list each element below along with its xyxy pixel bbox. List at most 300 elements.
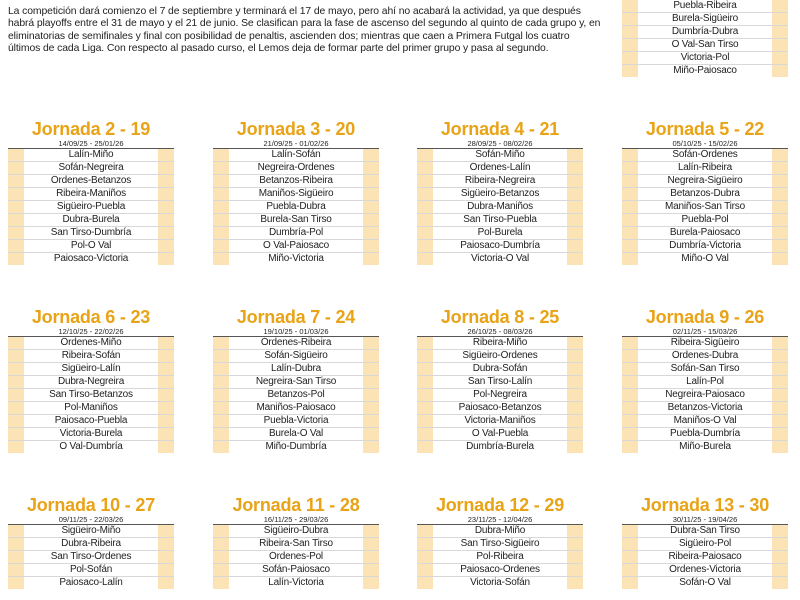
jornada-title: Jornada 11 - 28: [232, 495, 360, 515]
jornada-block: [622, 308, 788, 454]
match-row: [417, 415, 583, 428]
result-box: [417, 389, 433, 401]
match-label: Miño-Burela: [679, 441, 731, 452]
match-row: [417, 577, 583, 590]
match-row: [622, 26, 788, 39]
result-box: [567, 149, 583, 161]
result-box: [213, 201, 229, 213]
match-label: Dumbría-Burela: [466, 441, 534, 452]
result-box: [567, 441, 583, 453]
jornada-dates: 05/10/25 - 15/02/26: [622, 139, 788, 149]
match-row: [213, 337, 379, 350]
match-row: [622, 0, 788, 13]
jornada-dates: 12/10/25 - 22/02/26: [8, 327, 174, 337]
match-label: Betanzos-Pol: [267, 389, 325, 400]
match-row: [8, 227, 174, 240]
result-box: [158, 253, 174, 265]
match-label: O Val-Paiosaco: [263, 240, 329, 251]
result-box: [8, 227, 24, 239]
result-box: [772, 175, 788, 187]
match-row: [417, 428, 583, 441]
result-box: [772, 240, 788, 252]
result-box: [622, 376, 638, 388]
match-label: Victoria-Maniños: [464, 415, 536, 426]
result-box: [417, 149, 433, 161]
match-row: [213, 376, 379, 389]
result-box: [567, 551, 583, 563]
match-label: San Tirso-Puebla: [463, 214, 537, 225]
jornada-dates: 19/10/25 - 01/03/26: [213, 327, 379, 337]
jornada-block: [8, 308, 174, 454]
match-label: Lalín-Dubra: [270, 363, 322, 374]
result-box: [567, 175, 583, 187]
result-box: [213, 253, 229, 265]
match-label: Órdenes-Ribeira: [260, 337, 332, 348]
result-box: [363, 428, 379, 440]
match-row: [417, 337, 583, 350]
match-row: [417, 175, 583, 188]
match-label: Lalín-Sofán: [271, 149, 321, 160]
jornada-title: Jornada 13 - 30: [640, 495, 770, 515]
match-label: Ribeira-Negreira: [464, 175, 536, 186]
result-box: [8, 149, 24, 161]
result-box: [567, 415, 583, 427]
result-box: [363, 577, 379, 589]
match-label: Dubra-Burela: [62, 214, 120, 225]
result-box: [567, 240, 583, 252]
result-box: [772, 415, 788, 427]
match-label: Burela-San Tirso: [260, 214, 332, 225]
jornada-dates: 30/11/25 - 19/04/26: [622, 515, 788, 525]
result-box: [158, 149, 174, 161]
result-box: [8, 253, 24, 265]
result-box: [213, 538, 229, 550]
match-row: [417, 538, 583, 551]
match-row: [213, 253, 379, 266]
jornada-block: [8, 120, 174, 266]
result-box: [158, 577, 174, 589]
result-box: [158, 350, 174, 362]
jornada-block: [213, 496, 379, 590]
result-box: [622, 175, 638, 187]
match-label: Sigüeiro-Betanzos: [460, 188, 540, 199]
result-box: [158, 162, 174, 174]
result-box: [772, 201, 788, 213]
match-row: [8, 402, 174, 415]
result-box: [417, 564, 433, 576]
match-label: Burela-Sigüeiro: [672, 13, 738, 24]
match-label: Órdenes-Pol: [269, 551, 323, 562]
result-box: [622, 149, 638, 161]
result-box: [8, 337, 24, 349]
jornada-dates: 02/11/25 - 15/03/26: [622, 327, 788, 337]
match-label: Negreira-Sigüeiro: [667, 175, 743, 186]
match-row: [417, 363, 583, 376]
result-box: [8, 551, 24, 563]
result-box: [158, 188, 174, 200]
match-label: Dubra-Maniños: [467, 201, 533, 212]
result-box: [158, 337, 174, 349]
result-box: [622, 162, 638, 174]
jornada-title: Jornada 10 - 27: [26, 495, 156, 515]
match-label: O Val-Dumbría: [59, 441, 123, 452]
intro-paragraph: La competición dará comienzo el 7 de septiembre y terminará el 17 de mayo, pero ahí no acabará la actividad, ya que después habrá playoffs entre el 31 de mayo y el 21 de junio. Se clasifican para la fase de ascenso del segundo al quinto de cada grupo y, en eliminatorias de semifinales y final con posibilidad de penaltis, ascienden dos; mientras que caen a Primera Futgal los cuatro últimos de cada Liga. Con respecto al pasado curso, el Lemos deja de formar parte del primer grupo y pasa al segundo.: [8, 6, 601, 54]
match-row: [622, 525, 788, 538]
result-box: [622, 441, 638, 453]
match-label: Paiosaco-Órdenes: [460, 564, 540, 575]
match-row: [622, 188, 788, 201]
match-row: [622, 441, 788, 454]
match-row: [417, 227, 583, 240]
match-row: [622, 402, 788, 415]
match-label: Dubra-Negreira: [57, 376, 125, 387]
result-box: [772, 65, 788, 77]
result-box: [363, 402, 379, 414]
match-row: [622, 162, 788, 175]
result-box: [8, 201, 24, 213]
match-label: O Val-San Tirso: [671, 39, 739, 50]
result-box: [213, 175, 229, 187]
result-box: [417, 402, 433, 414]
match-row: [8, 551, 174, 564]
match-label: Dubra-Ribeira: [61, 538, 121, 549]
match-label: Pol-Negreira: [473, 389, 527, 400]
match-row: [417, 564, 583, 577]
result-box: [417, 551, 433, 563]
match-label: Victoria-Burela: [59, 428, 123, 439]
match-label: Victoria-Sofán: [470, 577, 530, 588]
match-row: [417, 441, 583, 454]
result-box: [622, 26, 638, 38]
result-box: [417, 350, 433, 362]
result-box: [567, 525, 583, 537]
match-label: Ribeira-Sofán: [61, 350, 121, 361]
match-label: San Tirso-Órdenes: [50, 551, 132, 562]
match-row: [622, 52, 788, 65]
match-label: Paiosaco-Betanzos: [458, 402, 542, 413]
result-box: [158, 538, 174, 550]
match-row: [8, 415, 174, 428]
match-label: Sigüeiro-Dubra: [263, 525, 329, 536]
result-box: [213, 415, 229, 427]
match-label: Ribeira-Sigüeiro: [670, 337, 740, 348]
result-box: [772, 428, 788, 440]
match-row: [8, 577, 174, 590]
match-row: [8, 389, 174, 402]
result-box: [213, 577, 229, 589]
match-label: San Tirso-Betanzos: [49, 389, 133, 400]
result-box: [158, 363, 174, 375]
match-row: [8, 149, 174, 162]
result-box: [8, 389, 24, 401]
match-row: [213, 149, 379, 162]
jornada-title: Jornada 9 - 26: [645, 307, 765, 327]
result-box: [8, 428, 24, 440]
match-row: [417, 240, 583, 253]
match-row: [622, 201, 788, 214]
result-box: [8, 577, 24, 589]
result-box: [567, 577, 583, 589]
result-box: [772, 39, 788, 51]
match-row: [622, 389, 788, 402]
match-row: [213, 389, 379, 402]
result-box: [363, 525, 379, 537]
match-row: [213, 415, 379, 428]
match-row: [213, 564, 379, 577]
result-box: [158, 175, 174, 187]
result-box: [8, 415, 24, 427]
result-box: [213, 376, 229, 388]
match-label: Sofán-Negreira: [58, 162, 124, 173]
result-box: [158, 428, 174, 440]
result-box: [622, 253, 638, 265]
match-row: [417, 402, 583, 415]
match-label: San Tirso-Sigüeiro: [460, 538, 540, 549]
result-box: [772, 26, 788, 38]
match-row: [8, 441, 174, 454]
result-box: [622, 577, 638, 589]
match-row: [213, 363, 379, 376]
result-box: [158, 201, 174, 213]
match-label: Paiosaco-Victoria: [53, 253, 129, 264]
match-row: [417, 214, 583, 227]
result-box: [363, 389, 379, 401]
jornada-title: Jornada 8 - 25: [440, 307, 560, 327]
match-label: Maniños-O Val: [673, 415, 737, 426]
match-label: Maniños-Sigüeiro: [258, 188, 334, 199]
result-box: [417, 538, 433, 550]
match-row: [622, 13, 788, 26]
result-box: [567, 564, 583, 576]
result-box: [772, 577, 788, 589]
result-box: [417, 162, 433, 174]
result-box: [772, 13, 788, 25]
result-box: [622, 551, 638, 563]
match-row: [417, 551, 583, 564]
match-label: Órdenes-Lalín: [469, 162, 531, 173]
match-label: Victoria-O Val: [471, 253, 529, 264]
match-row: [213, 201, 379, 214]
match-row: [622, 564, 788, 577]
result-box: [622, 363, 638, 375]
result-box: [8, 350, 24, 362]
result-box: [622, 227, 638, 239]
match-row: [622, 65, 788, 78]
result-box: [567, 363, 583, 375]
match-row: [417, 188, 583, 201]
match-label: Dubra-Sofán: [472, 363, 528, 374]
result-box: [158, 214, 174, 226]
match-label: Puebla-Victoria: [263, 415, 329, 426]
jornada-title: Jornada 3 - 20: [236, 119, 356, 139]
result-box: [158, 227, 174, 239]
jornada-block: [622, 496, 788, 590]
result-box: [772, 227, 788, 239]
match-label: Sofán-Sigüeiro: [264, 350, 328, 361]
result-box: [622, 337, 638, 349]
match-row: [213, 402, 379, 415]
result-box: [213, 149, 229, 161]
match-row: [213, 188, 379, 201]
result-box: [772, 551, 788, 563]
match-row: [417, 201, 583, 214]
result-box: [213, 402, 229, 414]
match-label: Puebla-Pol: [681, 214, 729, 225]
match-label: Órdenes-Miño: [60, 337, 122, 348]
result-box: [622, 240, 638, 252]
result-box: [213, 428, 229, 440]
result-box: [567, 201, 583, 213]
match-label: Órdenes-Dubra: [671, 350, 739, 361]
match-label: Paiosaco-Lalín: [59, 577, 123, 588]
match-label: Dumbría-Victoria: [669, 240, 741, 251]
match-label: Sofán-Paiosaco: [262, 564, 330, 575]
result-box: [8, 525, 24, 537]
match-row: [622, 415, 788, 428]
match-row: [213, 428, 379, 441]
match-label: Sigüeiro-Miño: [61, 525, 121, 536]
result-box: [158, 389, 174, 401]
result-box: [158, 415, 174, 427]
result-box: [363, 350, 379, 362]
match-row: [622, 376, 788, 389]
result-box: [417, 577, 433, 589]
result-box: [622, 0, 638, 12]
match-row: [213, 441, 379, 454]
jornada-dates: 23/11/25 - 12/04/26: [417, 515, 583, 525]
result-box: [8, 564, 24, 576]
result-box: [567, 188, 583, 200]
result-box: [772, 376, 788, 388]
match-row: [622, 214, 788, 227]
result-box: [417, 214, 433, 226]
jornada-dates: 21/09/25 - 01/02/26: [213, 139, 379, 149]
jornada-block: [417, 308, 583, 454]
match-label: Negreira-San Tirso: [255, 376, 337, 387]
match-label: Sofán-San Tirso: [670, 363, 740, 374]
result-box: [622, 428, 638, 440]
result-box: [363, 214, 379, 226]
result-box: [417, 337, 433, 349]
match-row: [8, 363, 174, 376]
result-box: [772, 253, 788, 265]
result-box: [622, 564, 638, 576]
result-box: [567, 227, 583, 239]
match-label: Paiosaco-Puebla: [54, 415, 128, 426]
result-box: [158, 564, 174, 576]
match-label: Dubra-San Tirso: [670, 525, 740, 536]
match-row: [622, 538, 788, 551]
result-box: [8, 376, 24, 388]
match-label: Sigüeiro-Órdenes: [462, 350, 538, 361]
result-box: [622, 39, 638, 51]
match-label: Maniños-San Tirso: [665, 201, 745, 212]
jornada-partial-top: [622, 0, 788, 78]
match-row: [8, 350, 174, 363]
result-box: [772, 214, 788, 226]
match-row: [213, 551, 379, 564]
match-label: Sofán-Órdenes: [672, 149, 738, 160]
result-box: [363, 538, 379, 550]
match-row: [213, 577, 379, 590]
result-box: [622, 65, 638, 77]
match-label: Victoria-Pol: [680, 52, 730, 63]
result-box: [158, 240, 174, 252]
match-row: [622, 350, 788, 363]
result-box: [772, 337, 788, 349]
result-box: [772, 52, 788, 64]
match-label: Sigüeiro-Pol: [678, 538, 732, 549]
match-label: Puebla-Ribeira: [673, 0, 737, 11]
match-label: Órdenes-Betanzos: [50, 175, 132, 186]
result-box: [567, 162, 583, 174]
match-row: [8, 538, 174, 551]
match-row: [8, 214, 174, 227]
result-box: [772, 402, 788, 414]
jornada-title: Jornada 4 - 21: [440, 119, 560, 139]
match-row: [8, 240, 174, 253]
match-row: [8, 201, 174, 214]
match-label: Órdenes-Victoria: [669, 564, 741, 575]
result-box: [567, 350, 583, 362]
result-box: [622, 350, 638, 362]
result-box: [8, 214, 24, 226]
result-box: [417, 188, 433, 200]
match-label: Miño-Victoria: [268, 253, 324, 264]
result-box: [772, 350, 788, 362]
match-row: [8, 337, 174, 350]
jornada-dates: 28/09/25 - 08/02/26: [417, 139, 583, 149]
result-box: [8, 441, 24, 453]
match-row: [8, 564, 174, 577]
result-box: [158, 376, 174, 388]
jornada-block: [213, 120, 379, 266]
match-label: Sigüeiro-Lalín: [61, 363, 121, 374]
result-box: [363, 201, 379, 213]
result-box: [417, 363, 433, 375]
result-box: [213, 441, 229, 453]
match-row: [213, 525, 379, 538]
result-box: [622, 188, 638, 200]
match-row: [622, 227, 788, 240]
match-row: [8, 525, 174, 538]
result-box: [363, 551, 379, 563]
result-box: [567, 402, 583, 414]
match-label: Ribeira-Maniños: [56, 188, 126, 199]
match-row: [417, 253, 583, 266]
result-box: [363, 564, 379, 576]
result-box: [772, 149, 788, 161]
result-box: [158, 551, 174, 563]
match-label: Pol-Sofán: [69, 564, 113, 575]
result-box: [158, 402, 174, 414]
result-box: [417, 428, 433, 440]
jornada-block: [417, 120, 583, 266]
result-box: [363, 175, 379, 187]
match-label: Puebla-Dubra: [266, 201, 326, 212]
match-label: Miño-O Val: [681, 253, 729, 264]
match-label: Miño-Paiosaco: [673, 65, 737, 76]
match-label: Dubra-Miño: [474, 525, 526, 536]
result-box: [213, 240, 229, 252]
match-row: [213, 162, 379, 175]
result-box: [417, 227, 433, 239]
result-box: [772, 389, 788, 401]
result-box: [213, 389, 229, 401]
jornada-block: [8, 496, 174, 590]
result-box: [363, 227, 379, 239]
result-box: [213, 564, 229, 576]
